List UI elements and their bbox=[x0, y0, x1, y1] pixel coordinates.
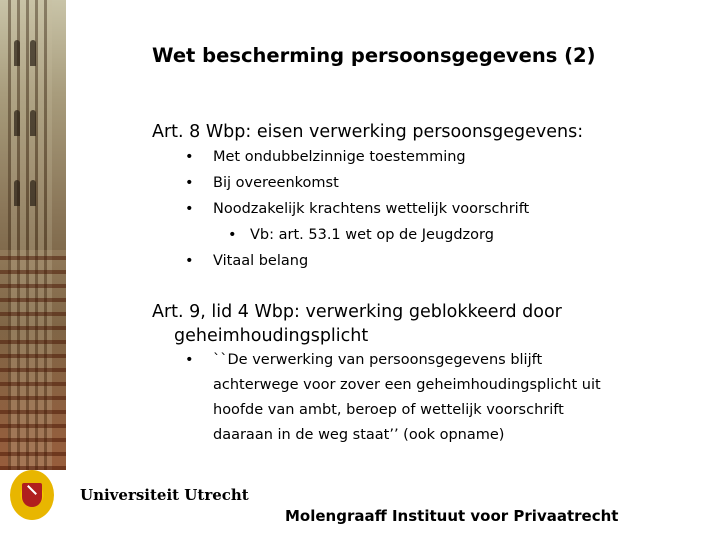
sun-seal-icon bbox=[10, 470, 54, 520]
university-name: Universiteit Utrecht bbox=[80, 486, 249, 504]
quote-line: achterwege voor zover een geheimhoudingsplicht uit bbox=[213, 377, 601, 393]
quote-line: hoofde van ambt, beroep of wettelijk voorschrift bbox=[213, 402, 564, 418]
quote-line: daaraan in de weg staat’’ (ook opname) bbox=[213, 427, 505, 443]
quote-line: ``De verwerking van persoonsgegevens blijft bbox=[213, 352, 543, 368]
article-9-heading-continued: geheimhoudingsplicht bbox=[174, 326, 369, 346]
article-8-list bbox=[152, 144, 712, 274]
quote-list-item bbox=[152, 348, 712, 448]
slide-content bbox=[152, 120, 712, 448]
list-item: • Noodzakelijk krachtens wettelijk voorschrift bbox=[152, 196, 712, 222]
article-9-heading: Art. 9, lid 4 Wbp: verwerking geblokkeerd door bbox=[152, 302, 562, 322]
list-item: • Met ondubbelzinnige toestemming bbox=[152, 144, 712, 170]
cathedral-tower-image bbox=[0, 0, 66, 470]
list-item: • Bij overeenkomst bbox=[152, 170, 712, 196]
list-item: • Vitaal belang bbox=[152, 248, 712, 274]
slide-title: Wet bescherming persoonsgegevens (2) bbox=[152, 44, 596, 67]
sub-list-item: • Vb: art. 53.1 wet op de Jeugdzorg bbox=[152, 222, 712, 248]
article-8-heading: Art. 8 Wbp: eisen verwerking persoonsgegevens: bbox=[152, 122, 584, 142]
footer-institute: Molengraaff Instituut voor Privaatrecht bbox=[285, 507, 619, 525]
article-9-list bbox=[152, 348, 712, 448]
